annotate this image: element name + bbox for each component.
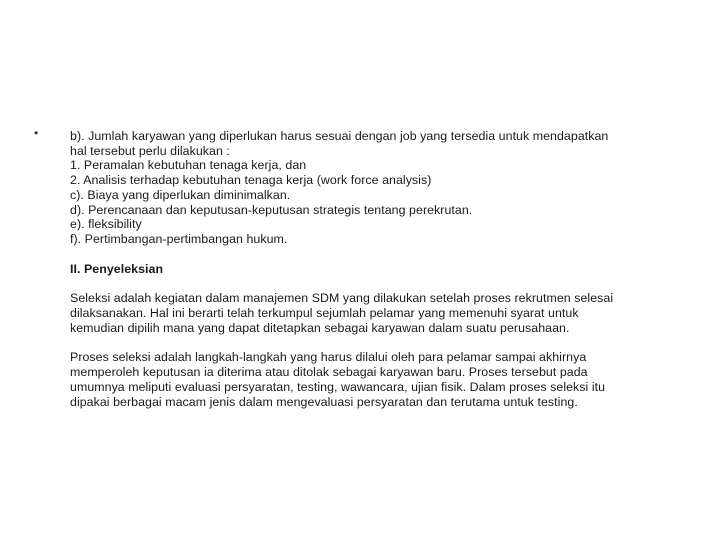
paragraph-line: Proses seleksi adalah langkah-langkah yang harus dilalui oleh para pelamar sampai akhirnya <box>70 350 587 365</box>
content-body <box>70 129 670 409</box>
paragraph-line: kemudian dipilih mana yang dapat ditetapkan sebagai karyawan dalam suatu perusahaan. <box>70 320 570 335</box>
paragraph-seleksi <box>70 291 670 335</box>
paragraph-line: umumnya meliputi evaluasi persyaratan, testing, wawancara, ujian fisik. Dalam proses seleksi itu <box>70 379 606 394</box>
intro-line-1: b). Jumlah karyawan yang diperlukan harus sesuai dengan job yang tersedia untuk mendapatkan <box>70 129 609 143</box>
section-heading: II. Penyeleksian <box>70 261 164 276</box>
list-item-c: c). Biaya yang diperlukan diminimalkan. <box>70 187 291 202</box>
list-item-e: e). fleksibility <box>70 217 142 232</box>
bullet-point: • <box>34 126 39 140</box>
intro-line-2: hal tersebut perlu dilakukan : <box>70 143 230 158</box>
paragraph-line: memperoleh keputusan ia diterima atau ditolak sebagai karyawan baru. Proses tersebut pada <box>70 365 588 380</box>
paragraph-line: Seleksi adalah kegiatan dalam manajemen SDM yang dilakukan setelah proses rekrutmen selesai <box>70 291 614 306</box>
requirements-list <box>70 129 670 247</box>
paragraph-line: dipakai berbagai macam jenis dalam mengevaluasi persyaratan dan terutama untuk testing. <box>70 394 578 409</box>
list-item-f: f). Pertimbangan-pertimbangan hukum. <box>70 231 288 246</box>
list-item-d: d). Perencanaan dan keputusan-keputusan strategis tentang perekrutan. <box>70 202 473 217</box>
list-item-1: 1. Peramalan kebutuhan tenaga kerja, dan <box>70 158 307 173</box>
paragraph-proses-seleksi <box>70 350 670 409</box>
list-item-2: 2. Analisis terhadap kebutuhan tenaga kerja (work force analysis) <box>70 173 432 188</box>
paragraph-line: dilaksanakan. Hal ini berarti telah terkumpul sejumlah pelamar yang memenuhi syarat untuk <box>70 306 579 321</box>
